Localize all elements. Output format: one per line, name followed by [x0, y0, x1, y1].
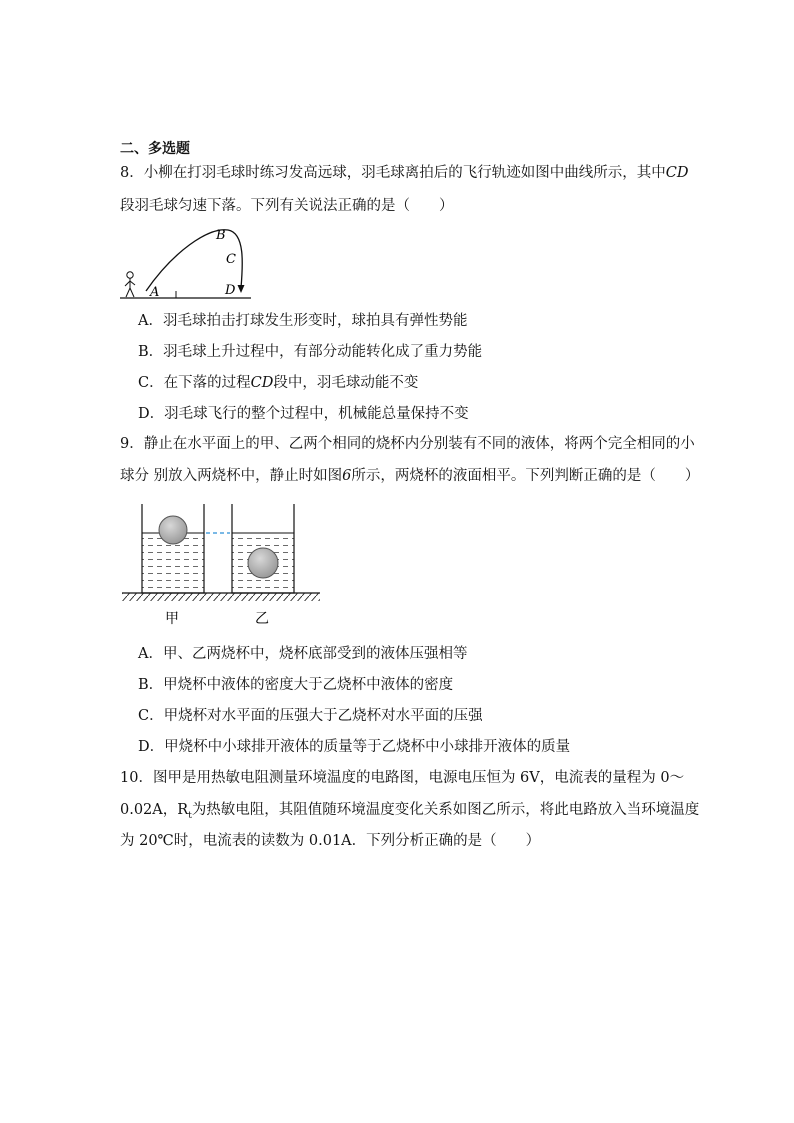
point-b-label: B [216, 228, 226, 243]
q8-stem-part1: 8．小柳在打羽毛球时练习发高远球，羽毛球离拍后的飞行轨迹如图中曲线所示，其中 [120, 165, 666, 181]
point-a-label: A [150, 285, 160, 300]
trajectory-arrowhead [238, 285, 245, 293]
q8-option-d: D．羽毛球飞行的整个过程中，机械能总量保持不变 [138, 406, 469, 422]
q8-option-c-prefix: C．在下落的过程 [138, 375, 251, 391]
table-hatch [122, 593, 320, 601]
question-8-line-2: 段羽毛球匀速下落。下列有关说法正确的是（ ） [120, 198, 454, 214]
q10-stem-part2: 为热敏电阻，其阻值随环境温度变化关系如图乙所示，将此电路放入当环境温度 [191, 802, 700, 818]
q9-beakers-figure [120, 500, 325, 630]
section-title: 二、多选题 [120, 141, 190, 157]
q10-stem-part1: 0.02A，R [120, 802, 189, 818]
q9-stem-part2: 所示，两烧杯的液面相平。下列判断正确的是（ ） [351, 468, 700, 484]
player-figure [125, 272, 135, 297]
question-9-line-2 [120, 466, 699, 486]
point-d-label: D [225, 283, 236, 298]
q9-stem-part1: 球分 别放入两烧杯中，静止时如图 [120, 468, 343, 484]
question-10-line-1: 10．图甲是用热敏电阻测量环境温度的电路图，电源电压恒为 6V，电流表的量程为 0～ [120, 770, 685, 786]
point-c-label: C [226, 252, 236, 267]
beaker-yi-label: 乙 [255, 611, 269, 627]
ball-yi [248, 548, 278, 578]
beaker-jia-label: 甲 [165, 611, 179, 627]
q8-option-b: B．羽毛球上升过程中，有部分动能转化成了重力势能 [138, 344, 483, 360]
q10-rt-subscript: t [188, 810, 192, 821]
q9-option-a: A．甲、乙两烧杯中，烧杯底部受到的液体压强相等 [138, 646, 468, 662]
q9-option-c: C．甲烧杯对水平面的压强大于乙烧杯对水平面的压强 [138, 708, 483, 724]
q8-option-a: A．羽毛球拍击打球发生形变时，球拍具有弹性势能 [138, 313, 468, 329]
question-10-line-3: 为 20℃时，电流表的读数为 0.01A．下列分析正确的是（ ） [120, 833, 541, 849]
question-8-line-1 [120, 163, 688, 183]
q9-option-b: B．甲烧杯中液体的密度大于乙烧杯中液体的密度 [138, 677, 454, 693]
q8-option-c-suffix: 段中，羽毛球动能不变 [273, 375, 419, 391]
q9-option-d: D．甲烧杯中小球排开液体的质量等于乙烧杯中小球排开液体的质量 [138, 739, 571, 755]
beaker-yi [232, 504, 294, 593]
q8-stem-cd: CD [665, 165, 689, 181]
q8-option-c [138, 373, 418, 393]
question-9-line-1: 9．静止在水平面上的甲、乙两个相同的烧杯内分别装有不同的液体，将两个完全相同的小 [120, 436, 695, 452]
q9-figure-number: 6 [342, 468, 352, 484]
q8-option-c-cd: CD [250, 375, 274, 391]
q8-badminton-trajectory-figure [118, 222, 258, 304]
ball-jia [159, 516, 187, 544]
question-10-line-2 [120, 800, 699, 826]
beaker-jia [142, 504, 204, 593]
